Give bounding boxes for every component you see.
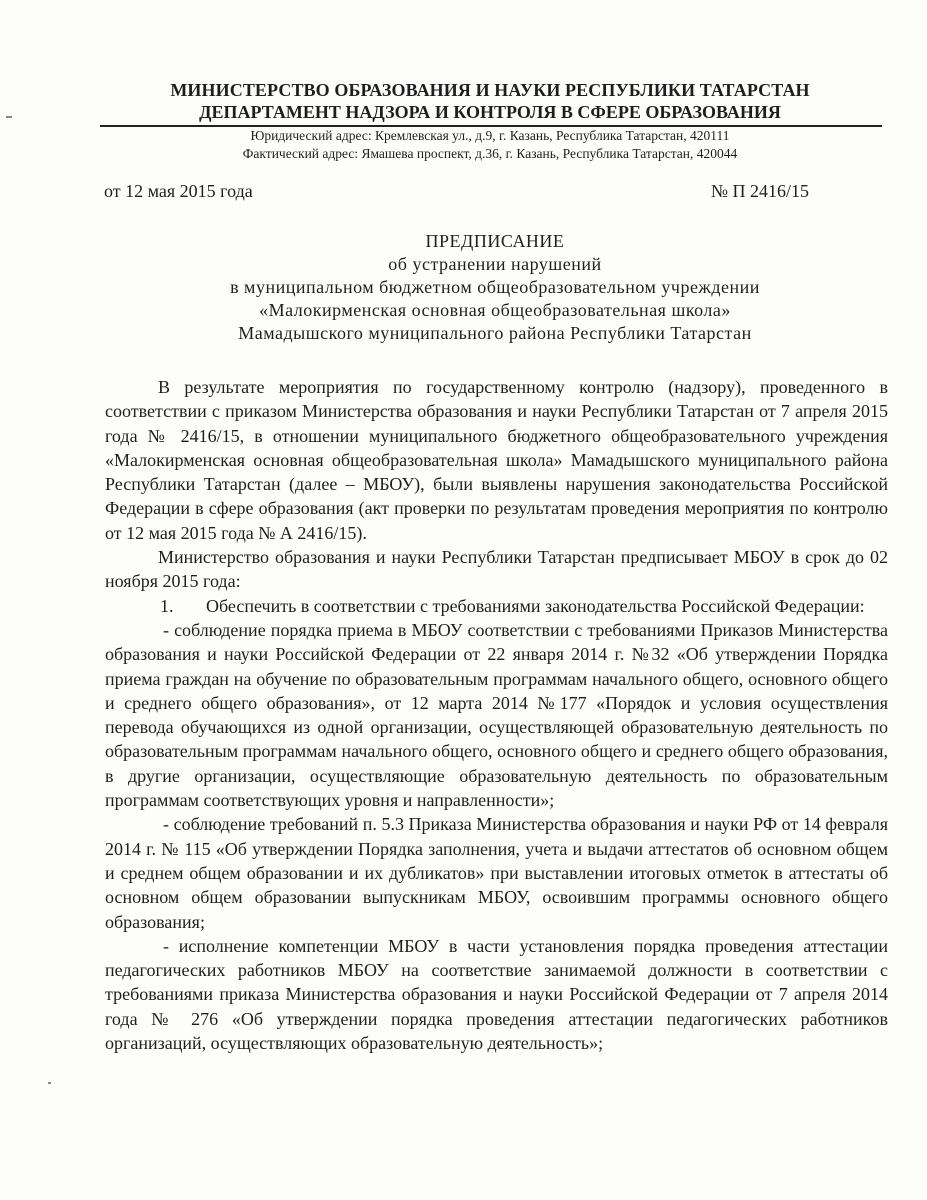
actual-address: Фактический адрес: Ямашева проспект, д.36, г. Казань, Республика Татарстан, 420044 xyxy=(242,146,738,161)
department-name: ДЕПАРТАМЕНТ НАДЗОРА И КОНТРОЛЯ В СФЕРЕ ОБРАЗОВАНИЯ xyxy=(199,102,781,122)
title-line: в муниципальном бюджетном общеобразовательном учреждении xyxy=(230,277,760,297)
document-date: от 12 мая 2015 года xyxy=(104,181,253,201)
paragraph-intro: В результате мероприятия по государственному контролю (надзору), проведенного в соответствии с приказом Министерства образования и науки Республики Татарстан от 7 апреля 2015 года № 2416/15, в отношении муниципального бюджетного общеобразовательного учреждения «Малокирменская основная общеобразовательная школа» Мамадышского муниципального района Республики Татарстан (далее – МБОУ), были выявлены нарушения законодательства Российской Федерации в сфере образования (акт проверки по результатам проведения мероприятия по контролю от 12 мая 2015 года № А 2416/15). xyxy=(105,377,888,543)
scan-speck xyxy=(48,1082,51,1084)
document-number: № П 2416/15 xyxy=(710,181,809,201)
title-line: Мамадышского муниципального района Республики Татарстан xyxy=(238,323,752,343)
list-number: 1. xyxy=(160,595,174,616)
title-line: «Малокирменская основная общеобразовательная школа» xyxy=(259,300,731,320)
requirement-certificates: - соблюдение требований п. 5.3 Приказа Министерства образования и науки РФ от 14 февраля 2014 г. № 115 «Об утверждении Порядка заполнения, учета и выдачи аттестатов об основном общем и среднем общем образовании и их дубликатов» при выставлении итоговых отметок в аттестаты об основном общем образовании выпускникам МБОУ, освоившим программы основного общего образования; xyxy=(105,814,888,932)
title-line: об устранении нарушений xyxy=(388,254,602,274)
document-body xyxy=(105,375,888,1055)
scan-speck xyxy=(6,116,12,118)
title-heading: ПРЕДПИСАНИЕ xyxy=(425,231,565,251)
header-divider xyxy=(100,125,882,127)
requirement-admission: - соблюдение порядка приема в МБОУ соответствии с требованиями Приказов Министерства образования и науки Российской Федерации от 22 января 2014 г. №32 «Об утверждении Порядка приема граждан на обучение по образовательным программам начального общего, основного общего и среднего общего образования», от 12 марта 2014 №177 «Порядок и условия осуществления перевода обучающихся из одной организации, осуществляющей образовательную деятельность по образовательным программам начального общего, основного общего и среднего общего образования, в другие организации, осуществляющие образовательную деятельность по образовательным программам соответствующих уровня и направленности»; xyxy=(105,619,888,811)
legal-address: Юридический адрес: Кремлевская ул., д.9, г. Казань, Республика Татарстан, 420111 xyxy=(250,128,730,143)
requirement-attestation: - исполнение компетенции МБОУ в части установления порядка проведения аттестации педагогических работников МБОУ на соответствие занимаемой должности в соответствии с требованиями приказа Министерства образования и науки Российской Федерации от 7 апреля 2014 года № 276 «Об утверждении порядка проведения аттестации педагогических работников организаций, осуществляющих образовательную деятельность»; xyxy=(105,935,888,1054)
list-item xyxy=(105,594,888,618)
document-title xyxy=(100,230,890,345)
ministry-name: МИНИСТЕРСТВО ОБРАЗОВАНИЯ И НАУКИ РЕСПУБЛИКИ ТАТАРСТАН xyxy=(170,80,810,100)
paragraph-prescription: Министерство образования и науки Республики Татарстан предписывает МБОУ в срок до 02 ноября 2015 года: xyxy=(105,547,888,592)
list-item-text: Обеспечить в соответствии с требованиями законодательства Российской Федерации: xyxy=(206,595,865,616)
